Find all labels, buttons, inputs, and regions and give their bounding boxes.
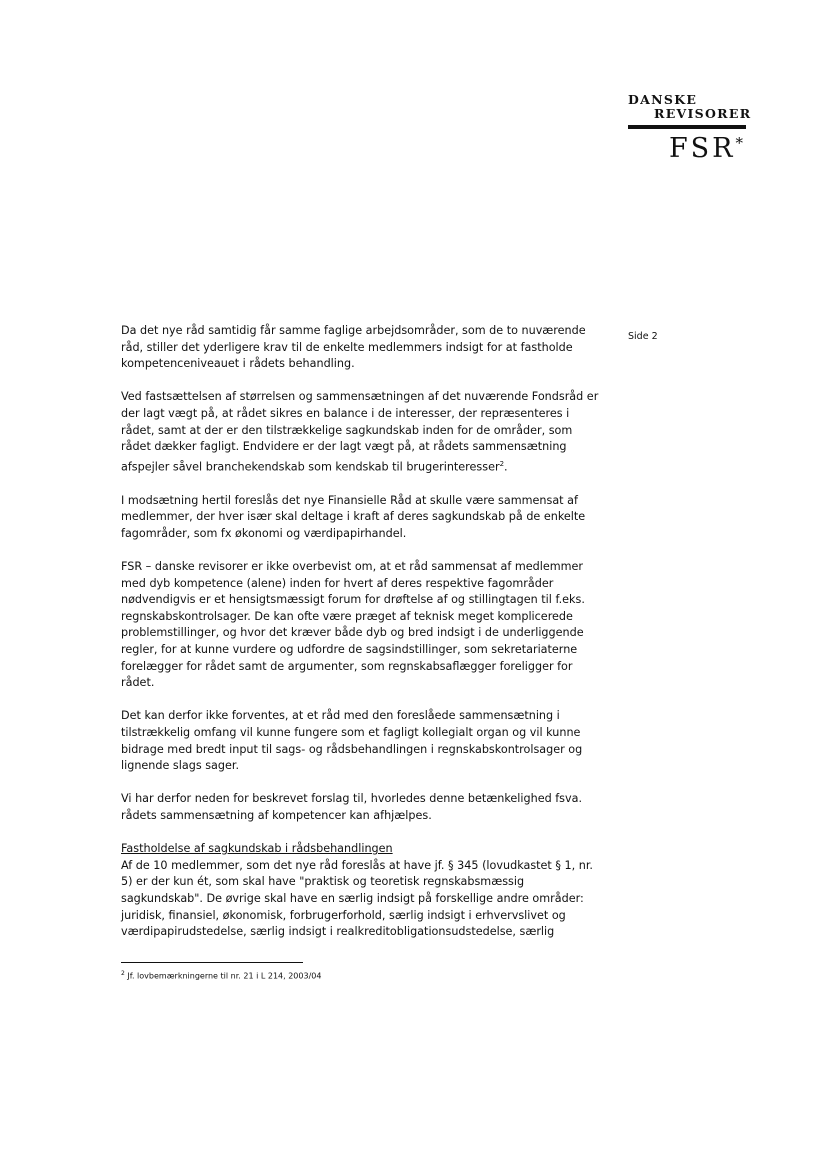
paragraph-5: Det kan derfor ikke forventes, at et råd med den foreslåede sammensætning i tilstrækkelig omfang vil kunne fungere som et fagligt kollegialt organ og vil kunne bidrage med bredt input til sags- og rådsbehandlingen i regnskabskontrolsager og lignende slags sager. [121, 709, 583, 773]
footnote-reference: 2 [499, 459, 505, 468]
paragraph-2-text: Ved fastsættelsen af størrelsen og sammensætningen af det nuværende Fondsråd er der lagt vægt på, at rådet sikres en balance i de interesser, der repræsenteres i rådet, samt at der er den tilstrækkelige sagkundskab inden for de områder, som rådet dækker fagligt. Endvidere er der lagt vægt på, at rådets sammensætning afspejler såvel branchekendskab som kendskab til brugerinteresser [121, 390, 599, 474]
paragraph-2: Ved fastsættelsen af størrelsen og sammensætningen af det nuværende Fondsråd er der lagt vægt på, at rådet sikres en balance i de interesser, der repræsenteres i rådet, samt at der er den tilstrækkelige sagkundskab inden for de områder, som rådet dækker fagligt. Endvidere er der lagt vægt på, at rådets sammensætning afspejler såvel branchekendskab som kendskab til brugerinteresser$^2$. [121, 390, 599, 474]
letter-body [121, 323, 599, 941]
section-paragraph: Af de 10 medlemmer, som det nye råd foreslås at have jf. § 345 (lovudkastet § 1, nr. 5) er der kun ét, som skal have "praktisk og teoretisk regnskabsmæssig sagkundskab". De øvrige skal have en særlig indsigt på forskellige andre områder: juridisk, finansiel, økonomisk, forbrugerforhold, særlig indsigt i erhvervslivet og værdipapirudstedelse, særlig indsigt i realkreditobligationsudstedelse, særlig [121, 858, 593, 939]
logo-mark-text: FSR [668, 133, 736, 164]
paragraph-6: Vi har derfor neden for beskrevet forslag til, hvorledes denne betænkelighed fsva. rådets sammensætning af kompetencer kan afhjælpes. [121, 792, 583, 822]
footnote [121, 970, 321, 981]
footnote-number: 2 [121, 970, 125, 977]
fsr-logo [628, 92, 752, 164]
logo-mark [628, 129, 746, 163]
paragraph-1: Da det nye råd samtidig får samme faglige arbejdsområder, som de to nuværende råd, stiller det yderligere krav til de enkelte medlemmers indsigt for at fastholde kompetenceniveauet i rådets behandling. [121, 324, 586, 371]
logo-line-danske: DANSKE [628, 92, 698, 107]
section-heading: Fastholdelse af sagkundskab i rådsbehandlingen [121, 842, 393, 856]
paragraph-3: I modsætning hertil foreslås det nye Finansielle Råd at skulle være sammensat af medlemmer, der hver især skal deltage i kraft af deres sagkundskab på de enkelte fagområder, som fx økonomi og værdipapirhandel. [121, 493, 586, 540]
page-number: Side 2 [628, 331, 658, 342]
logo-line-revisorer: REVISORER [654, 106, 752, 121]
footnote-text: Jf. lovbemærkningerne til nr. 21 i L 214, 2003/04 [127, 971, 322, 981]
paragraph-4: FSR – danske revisorer er ikke overbevist om, at et råd sammensat af medlemmer med dyb kompetence (alene) inden for hvert af deres respektive fagområder nødvendigvis er et hensigtsmæssigt forum for drøftelse af og stillingtagen til f.eks. regnskabskontrolsager. De kan ofte være præget af teknisk meget komplicerede problemstillinger, og hvor det kræver både dyb og bred indsigt i de underliggende regler, for at kunne vurdere og udfordre de sagsindstillinger, som sekretariaterne forelægger for rådet samt de argumenter, som regnskabsaflægger foreligger for rådet. [121, 560, 585, 690]
footnote-rule [121, 962, 303, 963]
logo-star: * [735, 134, 746, 152]
